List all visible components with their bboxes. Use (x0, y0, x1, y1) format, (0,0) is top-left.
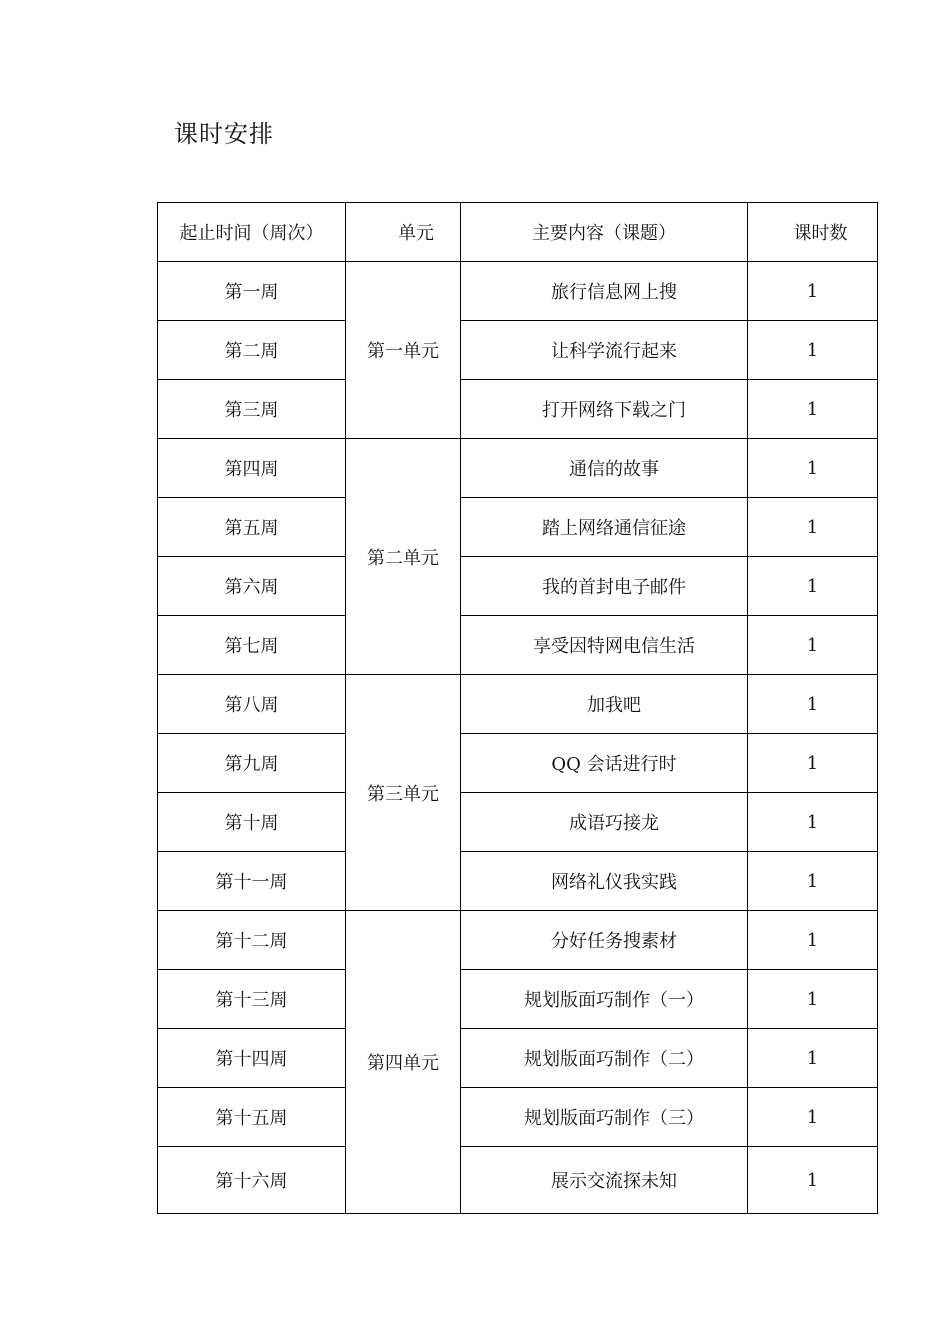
hours-cell: 1 (748, 557, 878, 616)
header-week-label: 起止时间（周次） (179, 223, 324, 244)
table-row (158, 498, 878, 557)
topic-cell (461, 616, 748, 675)
week-cell: 第三周 (158, 380, 346, 439)
hours-cell: 1 (748, 321, 878, 380)
week-cell: 第十二周 (158, 911, 346, 970)
topic-label: 展示交流探未知 (551, 1171, 677, 1192)
week-cell: 第二周 (158, 321, 346, 380)
topic-label: 成语巧接龙 (569, 813, 659, 834)
topic-cell (461, 734, 748, 793)
hours-cell: 1 (748, 380, 878, 439)
week-cell: 第八周 (158, 675, 346, 734)
topic-label: 踏上网络通信征途 (542, 518, 686, 539)
topic-cell (461, 262, 748, 321)
topic-cell (461, 321, 748, 380)
topic-label: 我的首封电子邮件 (542, 577, 686, 598)
header-hours-label: 课时数 (793, 223, 848, 244)
table-row (158, 262, 878, 321)
hours-cell: 1 (748, 734, 878, 793)
topic-cell (461, 498, 748, 557)
header-unit (346, 203, 461, 262)
header-hours (748, 203, 878, 262)
page-title: 课时安排 (174, 120, 274, 148)
hours-cell: 1 (748, 1147, 878, 1214)
unit-cell: 第四单元 (346, 911, 461, 1214)
table-row (158, 616, 878, 675)
week-cell: 第一周 (158, 262, 346, 321)
header-topic-label: 主要内容（课题） (532, 223, 676, 244)
topic-cell (461, 1029, 748, 1088)
table-row (158, 1029, 878, 1088)
topic-label: 享受因特网电信生活 (533, 636, 695, 657)
table-row (158, 675, 878, 734)
schedule-table (157, 202, 878, 1214)
topic-cell (461, 675, 748, 734)
topic-label: 网络礼仪我实践 (551, 872, 677, 893)
hours-cell: 1 (748, 675, 878, 734)
topic-cell (461, 380, 748, 439)
table-row (158, 852, 878, 911)
week-cell: 第十周 (158, 793, 346, 852)
topic-label: 通信的故事 (569, 459, 659, 480)
topic-cell (461, 557, 748, 616)
hours-cell: 1 (748, 852, 878, 911)
topic-cell (461, 1088, 748, 1147)
header-unit-label: 单元 (398, 223, 434, 244)
table-header-row (158, 203, 878, 262)
week-cell: 第十六周 (158, 1147, 346, 1214)
table-row (158, 321, 878, 380)
topic-label: 旅行信息网上搜 (551, 282, 677, 303)
topic-label: 规划版面巧制作（二） (524, 1049, 704, 1070)
topic-cell (461, 852, 748, 911)
topic-label: 让科学流行起来 (551, 341, 677, 362)
topic-cell (461, 1147, 748, 1214)
topic-label: 分好任务搜素材 (551, 931, 677, 952)
table-row (158, 970, 878, 1029)
topic-label: QQ 会话进行时 (551, 754, 677, 775)
table-row (158, 380, 878, 439)
topic-cell (461, 793, 748, 852)
hours-cell: 1 (748, 262, 878, 321)
hours-cell: 1 (748, 498, 878, 557)
unit-cell: 第三单元 (346, 675, 461, 911)
topic-label: 规划版面巧制作（三） (524, 1108, 704, 1129)
header-topic (461, 203, 748, 262)
table-row (158, 1088, 878, 1147)
table-row (158, 911, 878, 970)
week-cell: 第九周 (158, 734, 346, 793)
hours-cell: 1 (748, 793, 878, 852)
week-cell: 第十一周 (158, 852, 346, 911)
week-cell: 第五周 (158, 498, 346, 557)
header-week (158, 203, 346, 262)
week-cell: 第四周 (158, 439, 346, 498)
hours-cell: 1 (748, 1029, 878, 1088)
hours-cell: 1 (748, 1088, 878, 1147)
week-cell: 第七周 (158, 616, 346, 675)
hours-cell: 1 (748, 616, 878, 675)
hours-cell: 1 (748, 970, 878, 1029)
week-cell: 第十五周 (158, 1088, 346, 1147)
hours-cell: 1 (748, 439, 878, 498)
table-row (158, 439, 878, 498)
topic-cell (461, 970, 748, 1029)
topic-label: 规划版面巧制作（一） (524, 990, 704, 1011)
table-row (158, 557, 878, 616)
topic-cell (461, 911, 748, 970)
table-row (158, 793, 878, 852)
table-row (158, 734, 878, 793)
topic-cell (461, 439, 748, 498)
week-cell: 第六周 (158, 557, 346, 616)
unit-cell: 第一单元 (346, 262, 461, 439)
unit-cell: 第二单元 (346, 439, 461, 675)
topic-label: 加我吧 (587, 695, 641, 716)
hours-cell: 1 (748, 911, 878, 970)
week-cell: 第十四周 (158, 1029, 346, 1088)
table-row (158, 1147, 878, 1214)
week-cell: 第十三周 (158, 970, 346, 1029)
topic-label: 打开网络下载之门 (542, 400, 686, 421)
